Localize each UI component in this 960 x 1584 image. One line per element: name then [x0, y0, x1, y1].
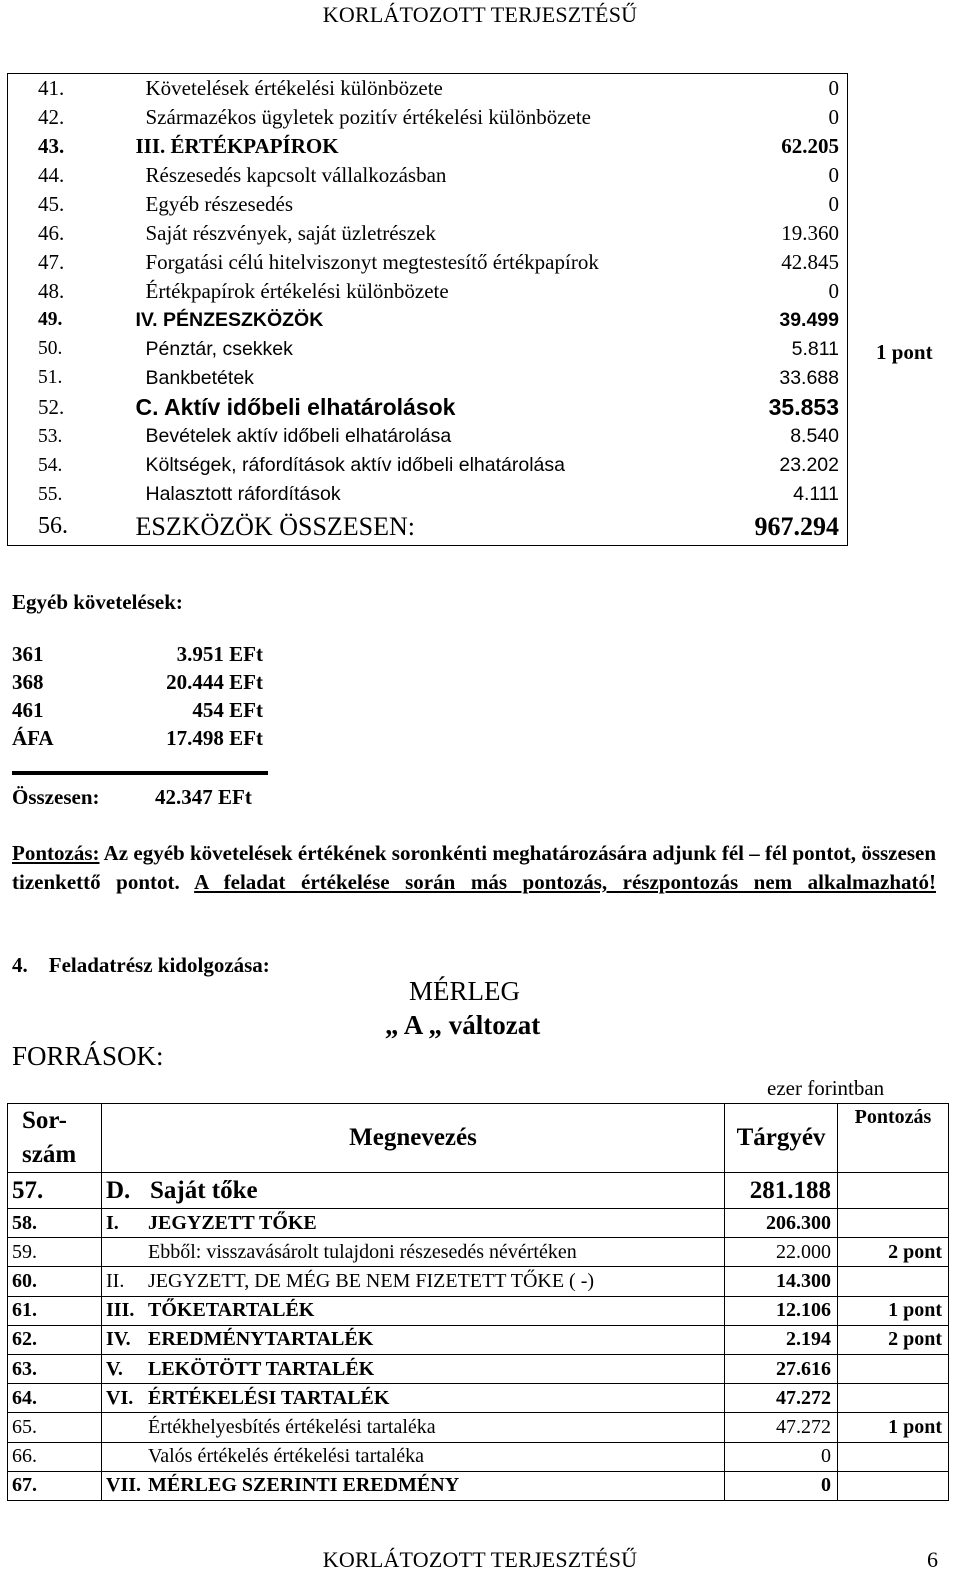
table-row: [8, 1238, 949, 1267]
row-name: C. Aktív időbeli elhatárolások: [135, 394, 456, 421]
balance-title: MÉRLEG: [409, 976, 520, 1006]
table-row: [8, 1173, 949, 1209]
other-receivables-title: Egyéb követelések:: [12, 590, 183, 614]
row-name: IV. PÉNZESZKÖZÖK: [135, 308, 324, 331]
row-number: 66.: [8, 1442, 102, 1471]
row-label: Saját tőke: [150, 1176, 258, 1204]
row-value: 39.499: [779, 308, 839, 331]
receivable-amount: 3.951 EFt: [176, 642, 263, 666]
header-row-number: [8, 1104, 102, 1173]
table-row: [8, 480, 848, 509]
row-value: 0: [828, 191, 839, 216]
row-points: [838, 1209, 949, 1238]
row-number: 60.: [8, 1267, 102, 1296]
table-row: [8, 161, 848, 190]
row-number: 46.: [38, 220, 65, 245]
header-szam: szám: [22, 1141, 77, 1168]
table-row: [8, 103, 848, 132]
table-row: [8, 306, 848, 335]
row-number: 54.: [38, 454, 63, 476]
row-name: ESZKÖZÖK ÖSSZESEN:: [135, 511, 416, 541]
balance-variant: „ A „ változat: [385, 1010, 541, 1040]
row-code: V.: [106, 1357, 123, 1380]
row-name: Saját részvények, saját üzletrészek: [145, 220, 436, 245]
total-amount: 42.347 EFt: [155, 785, 252, 809]
row-number: 58.: [8, 1209, 102, 1238]
row-name: [102, 1209, 725, 1238]
row-name: Költségek, ráfordítások aktív időbeli elhatárolása: [145, 454, 565, 477]
table-row: [8, 1325, 949, 1354]
row-code: II.: [106, 1269, 125, 1292]
table-row: [8, 277, 848, 306]
row-name: Értékpapírok értékelési különbözete: [145, 278, 449, 303]
row-label: Értékhelyesbítés értékelési tartaléka: [148, 1415, 436, 1438]
scoring-label: Pontozás:: [12, 841, 100, 865]
row-number: 64.: [8, 1384, 102, 1413]
table-row: [8, 132, 848, 161]
row-label: EREDMÉNYTARTALÉK: [148, 1328, 374, 1351]
table-row: [8, 1354, 949, 1383]
row-points: 2 pont: [838, 1325, 949, 1354]
row-value: 12.106: [725, 1296, 838, 1325]
row-name: Halasztott ráfordítások: [145, 483, 341, 506]
total-rule: [12, 771, 268, 775]
task-label: 4. Feladatrész kidolgozása:: [12, 953, 270, 977]
page-header: KORLÁTOZOTT TERJESZTÉSŰ: [322, 2, 638, 27]
row-number: 51.: [38, 367, 63, 389]
row-value: 42.845: [781, 249, 839, 274]
row-name: Bevételek aktív időbeli elhatárolása: [145, 425, 452, 448]
row-value: 23.202: [779, 454, 839, 477]
row-points: [838, 1471, 949, 1500]
row-number: 49.: [38, 309, 63, 331]
row-value: 281.188: [725, 1173, 838, 1209]
row-name: Követelések értékelési különbözete: [145, 75, 443, 100]
sources-title: FORRÁSOK:: [12, 1041, 164, 1071]
row-value: 22.000: [725, 1238, 838, 1267]
row-value: 4.111: [793, 483, 839, 506]
row-number: 57.: [8, 1173, 102, 1209]
table-row: [8, 248, 848, 277]
row-value: 0: [725, 1471, 838, 1500]
header-points: Pontozás: [838, 1104, 949, 1173]
row-label: MÉRLEG SZERINTI EREDMÉNY: [148, 1474, 460, 1497]
row-name: [102, 1267, 725, 1296]
row-points: 1 pont: [838, 1296, 949, 1325]
table-row: [8, 74, 848, 103]
row-points: [838, 1267, 949, 1296]
row-value: 47.272: [725, 1413, 838, 1442]
table-header-row: [8, 1104, 949, 1173]
row-label: LEKÖTÖTT TARTALÉK: [148, 1357, 375, 1380]
row-name: Pénztár, csekkek: [145, 337, 293, 360]
row-value: 14.300: [725, 1267, 838, 1296]
unit-label: ezer forintban: [767, 1076, 885, 1100]
row-name: Származékos ügyletek pozitív értékelési különbözete: [145, 104, 592, 129]
row-name: [102, 1238, 725, 1267]
row-name: [102, 1354, 725, 1383]
header-year: Tárgyév: [725, 1104, 838, 1173]
row-value: 27.616: [725, 1354, 838, 1383]
table-row: [8, 422, 848, 451]
table-row: [8, 1384, 949, 1413]
row-value: 0: [828, 104, 839, 129]
row-value: 62.205: [781, 133, 839, 158]
row-number: 62.: [8, 1325, 102, 1354]
receivable-code: ÁFA: [12, 726, 54, 750]
row-label: JEGYZETT, DE MÉG BE NEM FIZETETT TŐKE ( -): [148, 1269, 595, 1292]
row-name: [102, 1471, 725, 1500]
receivable-amount: 20.444 EFt: [166, 670, 263, 694]
row-number: 53.: [38, 425, 63, 447]
table-row: [8, 219, 848, 248]
scoring-text: Az egyéb követelések értékének soronkénti meghatározására adjunk fél – fél pontot, összesen tizenkettő pontot.: [12, 841, 936, 894]
row-points: 1 pont: [838, 1413, 949, 1442]
table-row: [8, 1413, 949, 1442]
row-number: 55.: [38, 483, 63, 505]
row-value: 0: [725, 1442, 838, 1471]
row-name: [102, 1173, 725, 1209]
row-name: [102, 1384, 725, 1413]
row-number: 56.: [38, 513, 68, 540]
row-name: Egyéb részesedés: [145, 191, 294, 216]
table-row: [8, 335, 848, 364]
receivable-amount: 17.498 EFt: [166, 726, 263, 750]
row-number: 65.: [8, 1413, 102, 1442]
row-value: 5.811: [791, 337, 839, 360]
row-points: [838, 1173, 949, 1209]
sources-table: [7, 1103, 949, 1501]
row-name: III. ÉRTÉKPAPÍROK: [135, 133, 339, 158]
row-number: 43.: [38, 133, 65, 158]
row-name: Részesedés kapcsolt vállalkozásban: [145, 162, 447, 187]
row-number: 42.: [38, 104, 65, 129]
row-number: 47.: [38, 249, 65, 274]
row-number: 59.: [8, 1238, 102, 1267]
row-code: III.: [106, 1299, 135, 1322]
row-label: JEGYZETT TŐKE: [148, 1211, 317, 1234]
table-row: [8, 190, 848, 219]
row-value: 47.272: [725, 1384, 838, 1413]
row-value: 35.853: [768, 394, 839, 421]
row-value: 2.194: [725, 1325, 838, 1354]
row-name: Bankbetétek: [145, 366, 254, 389]
receivable-code: 361: [12, 642, 44, 666]
row-value: 0: [828, 75, 839, 100]
table-row: [8, 393, 848, 422]
row-number: 52.: [38, 395, 65, 420]
row-code: D.: [106, 1176, 131, 1204]
row-points: [838, 1442, 949, 1471]
table-row: [8, 364, 848, 393]
table-row: [8, 509, 848, 545]
row-number: 61.: [8, 1296, 102, 1325]
row-number: 48.: [38, 278, 65, 303]
row-label: TŐKETARTALÉK: [148, 1299, 315, 1322]
table-row: [8, 1296, 949, 1325]
table-row: [8, 451, 848, 480]
table-row: [8, 1267, 949, 1296]
page-footer: KORLÁTOZOTT TERJESZTÉSŰ: [322, 1547, 638, 1572]
total-label: Összesen:: [12, 785, 100, 809]
points-badge: 1 pont: [876, 340, 933, 364]
row-number: 63.: [8, 1354, 102, 1383]
header-sor: Sor-: [22, 1107, 67, 1134]
scoring-rule: A feladat értékelése során más pontozás, részpontozás nem alkalmazható!: [194, 870, 936, 894]
row-value: 8.540: [790, 425, 839, 448]
row-name: [102, 1413, 725, 1442]
row-label: Valós értékelés értékelési tartaléka: [148, 1445, 424, 1468]
row-label: ÉRTÉKELÉSI TARTALÉK: [148, 1386, 390, 1409]
row-name: [102, 1296, 725, 1325]
row-number: 67.: [8, 1471, 102, 1500]
row-points: [838, 1354, 949, 1383]
row-code: VI.: [106, 1386, 134, 1409]
receivable-code: 461: [12, 698, 44, 722]
receivable-code: 368: [12, 670, 44, 694]
row-number: 45.: [38, 191, 65, 216]
row-label: Ebből: visszavásárolt tulajdoni részesedés névértéken: [148, 1240, 577, 1263]
row-value: 33.688: [779, 366, 839, 389]
row-name: [102, 1325, 725, 1354]
page-number: 6: [927, 1547, 938, 1572]
row-number: 50.: [38, 338, 63, 360]
row-value: 967.294: [754, 511, 839, 541]
table-row: [8, 1209, 949, 1238]
row-value: 19.360: [781, 220, 839, 245]
row-number: 41.: [38, 75, 65, 100]
table-row: [8, 1471, 949, 1500]
row-code: VII.: [106, 1474, 142, 1497]
scoring-paragraph: [12, 839, 936, 897]
row-name: Forgatási célú hitelviszonyt megtestesítő értékpapírok: [145, 249, 599, 274]
table-row: [8, 1442, 949, 1471]
receivable-amount: 454 EFt: [192, 698, 263, 722]
row-code: IV.: [106, 1328, 131, 1351]
row-name: [102, 1442, 725, 1471]
row-value: 0: [828, 162, 839, 187]
row-points: 2 pont: [838, 1238, 949, 1267]
row-points: [838, 1384, 949, 1413]
row-number: 44.: [38, 162, 65, 187]
row-code: I.: [106, 1211, 119, 1234]
header-name: Megnevezés: [102, 1104, 725, 1173]
assets-table: [7, 73, 848, 546]
row-value: 206.300: [725, 1209, 838, 1238]
row-value: 0: [828, 278, 839, 303]
